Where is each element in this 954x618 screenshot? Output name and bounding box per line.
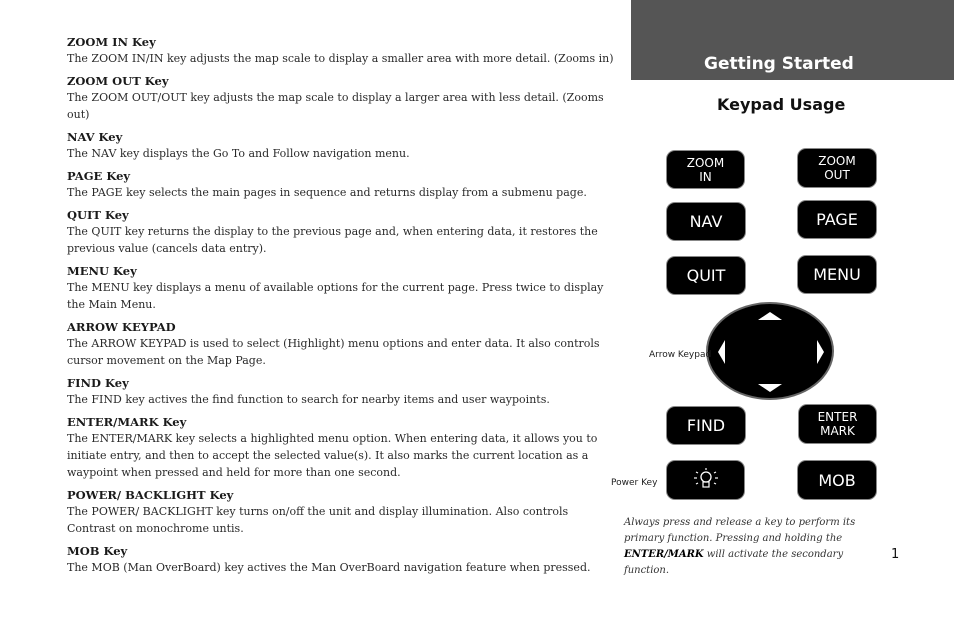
entry-enter-mark (67, 414, 615, 481)
entry-text: The QUIT key returns the display to the previous page and, when entering data, it restores the previous value (cancels data entry). (67, 225, 598, 255)
arrow-right-icon (817, 340, 824, 364)
key-label: MENU (813, 265, 861, 284)
entry-title: NAV Key (67, 130, 123, 144)
find-key (667, 407, 745, 444)
entry-title: POWER/ BACKLIGHT Key (67, 488, 234, 502)
arrow-left-icon (718, 340, 725, 364)
entry-text: The POWER/ BACKLIGHT key turns on/off the unit and display illumination. Also controls Contrast on monochrome untis. (67, 505, 569, 535)
page-key (798, 201, 876, 238)
entry-title: ENTER/MARK Key (67, 415, 187, 429)
arrow-up-icon (758, 312, 782, 320)
entry-mob (67, 543, 615, 576)
entry-text: The MENU key displays a menu of available options for the current page. Press twice to display the Main Menu. (67, 281, 604, 311)
entry-menu (67, 263, 615, 313)
power-key-label: Power Key (611, 478, 658, 488)
key-label: MOB (818, 470, 856, 490)
key-label: IN (699, 169, 712, 184)
entry-title: QUIT Key (67, 208, 129, 222)
usage-note (624, 515, 874, 579)
entry-page (67, 168, 615, 201)
entry-nav (67, 129, 615, 162)
key-label: MARK (820, 424, 855, 438)
page-number: 1 (891, 547, 900, 562)
key-label: QUIT (686, 266, 726, 285)
key-label: NAV (689, 212, 723, 231)
entry-text: The FIND key actives the find function to search for nearby items and user waypoints. (67, 393, 550, 406)
arrow-down-icon (758, 384, 782, 392)
entry-text: The ARROW KEYPAD is used to select (Highlight) menu options and enter data. It also controls cursor movement on the Map Page. (67, 337, 600, 367)
entry-title: ARROW KEYPAD (67, 320, 176, 334)
note-bold-key: ENTER/MARK (624, 549, 704, 560)
entry-arrow-keypad (67, 319, 615, 369)
power-key (667, 461, 744, 499)
key-label: ZOOM (686, 155, 725, 170)
section-title: Getting Started (704, 54, 854, 74)
entry-find (67, 375, 615, 408)
entry-title: MENU Key (67, 264, 137, 278)
mob-key (798, 461, 876, 499)
entry-title: ZOOM IN Key (67, 35, 156, 49)
entry-text: The ZOOM IN/IN key adjusts the map scale to display a smaller area with more detail. (Zooms in) (67, 52, 614, 65)
arrow-keypad (708, 304, 832, 398)
backlight-bulb-icon (690, 468, 722, 492)
enter-mark-key (799, 405, 876, 443)
key-descriptions (67, 34, 615, 582)
entry-title: PAGE Key (67, 169, 131, 183)
note-text: Always press and release a key to perform its primary function. Pressing and holding the (624, 517, 856, 544)
arrow-keypad-icon (708, 304, 832, 398)
quit-key (667, 257, 745, 294)
nav-key (667, 203, 745, 240)
entry-text: The PAGE key selects the main pages in sequence and returns display from a submenu page. (67, 186, 587, 199)
entry-quit (67, 207, 615, 257)
entry-text: The ENTER/MARK key selects a highlighted menu option. When entering data, it allows you to initiate entry, and then to accept the selected value(s). It also marks the current location as a waypoint when pressed and held for more than one second. (67, 432, 598, 479)
entry-title: FIND Key (67, 376, 129, 390)
key-label: FIND (686, 416, 726, 435)
entry-text: The MOB (Man OverBoard) key actives the Man OverBoard navigation feature when pressed. (67, 561, 591, 574)
zoom-out-key (798, 149, 876, 187)
entry-title: MOB Key (67, 544, 128, 558)
key-label: PAGE (816, 210, 858, 229)
page-subtitle: Keypad Usage (717, 95, 846, 114)
note-text-end: will activate the secondary function. (624, 549, 844, 576)
key-label: ENTER (817, 410, 858, 424)
zoom-in-key (667, 151, 744, 188)
entry-text: The NAV key displays the Go To and Follow navigation menu. (67, 147, 410, 160)
section-header (631, 0, 954, 80)
arrow-keypad-label: Arrow Keypad (649, 350, 712, 360)
entry-zoom-in (67, 34, 615, 67)
entry-text: The ZOOM OUT/OUT key adjusts the map scale to display a larger area with less detail. (Zooms out) (67, 91, 604, 121)
entry-title: ZOOM OUT Key (67, 74, 169, 88)
menu-key (798, 256, 876, 293)
key-label: ZOOM (818, 154, 856, 168)
key-label: OUT (824, 168, 850, 182)
entry-zoom-out (67, 73, 615, 123)
entry-power (67, 487, 615, 537)
